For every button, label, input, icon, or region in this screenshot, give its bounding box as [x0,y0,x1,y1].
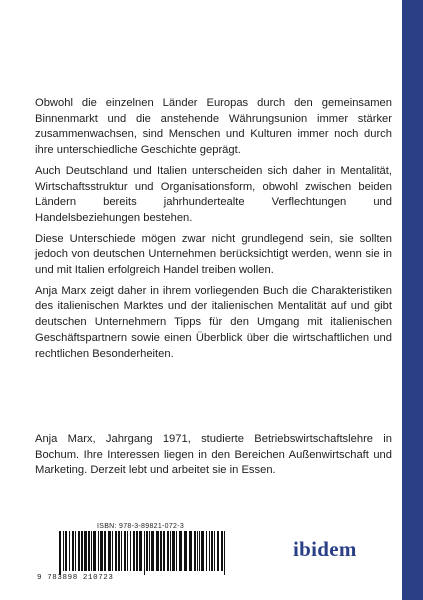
blurb-paragraph: Auch Deutschland und Italien unterscheiden sich daher in Mentalität, Wirtschaftsstruktur und Organisationsform, obwohl zwischen beiden Ländern bereits jahrhundertealte Verflechtungen und Handelsbeziehungen bestehen. [35,164,392,224]
isbn-label: ISBN: 978-3-89821-072-3 [97,523,185,530]
publisher-logo: ibidem [293,537,357,561]
author-bio [35,432,392,479]
barcode-bars [59,531,229,575]
blurb-paragraph: Diese Unterschiede mögen zwar nicht grundlegend sein, sie sollten jedoch von deutschen Unternehmen berücksichtigt werden, wenn sie in und mit Italien erfolgreich Handel treiben wollen. [35,232,392,277]
isbn-barcode [37,523,237,586]
cover-spine [402,0,423,600]
author-bio-text: Anja Marx, Jahrgang 1971, studierte Betriebswirtschaftslehre in Bochum. Ihre Interessen liegen in den Bereichen Außenwirtschaft und Marketing. Derzeit lebt und arbeitet sie in Essen. [35,433,392,477]
ean-digits: 9 783898 210723 [37,574,114,582]
back-cover-blurb [35,96,392,367]
blurb-paragraph: Anja Marx zeigt daher in ihrem vorliegenden Buch die Charakteristiken des italienischen Marktes und der italienischen Mentalität auf und gibt deutschen Unternehmern Tipps für den Umgang mit italienischen Geschäftspartnern sowie einen Überblick über die wirtschaftlichen und rechtlichen Besonderheiten. [35,284,392,360]
blurb-paragraph: Obwohl die einzelnen Länder Europas durch den gemeinsamen Binnenmarkt und die anstehende Währungsunion immer stärker zusammenwachsen, sind Menschen und Kulturen immer noch durch ihre unterschiedliche Geschichte geprägt. [35,97,392,157]
